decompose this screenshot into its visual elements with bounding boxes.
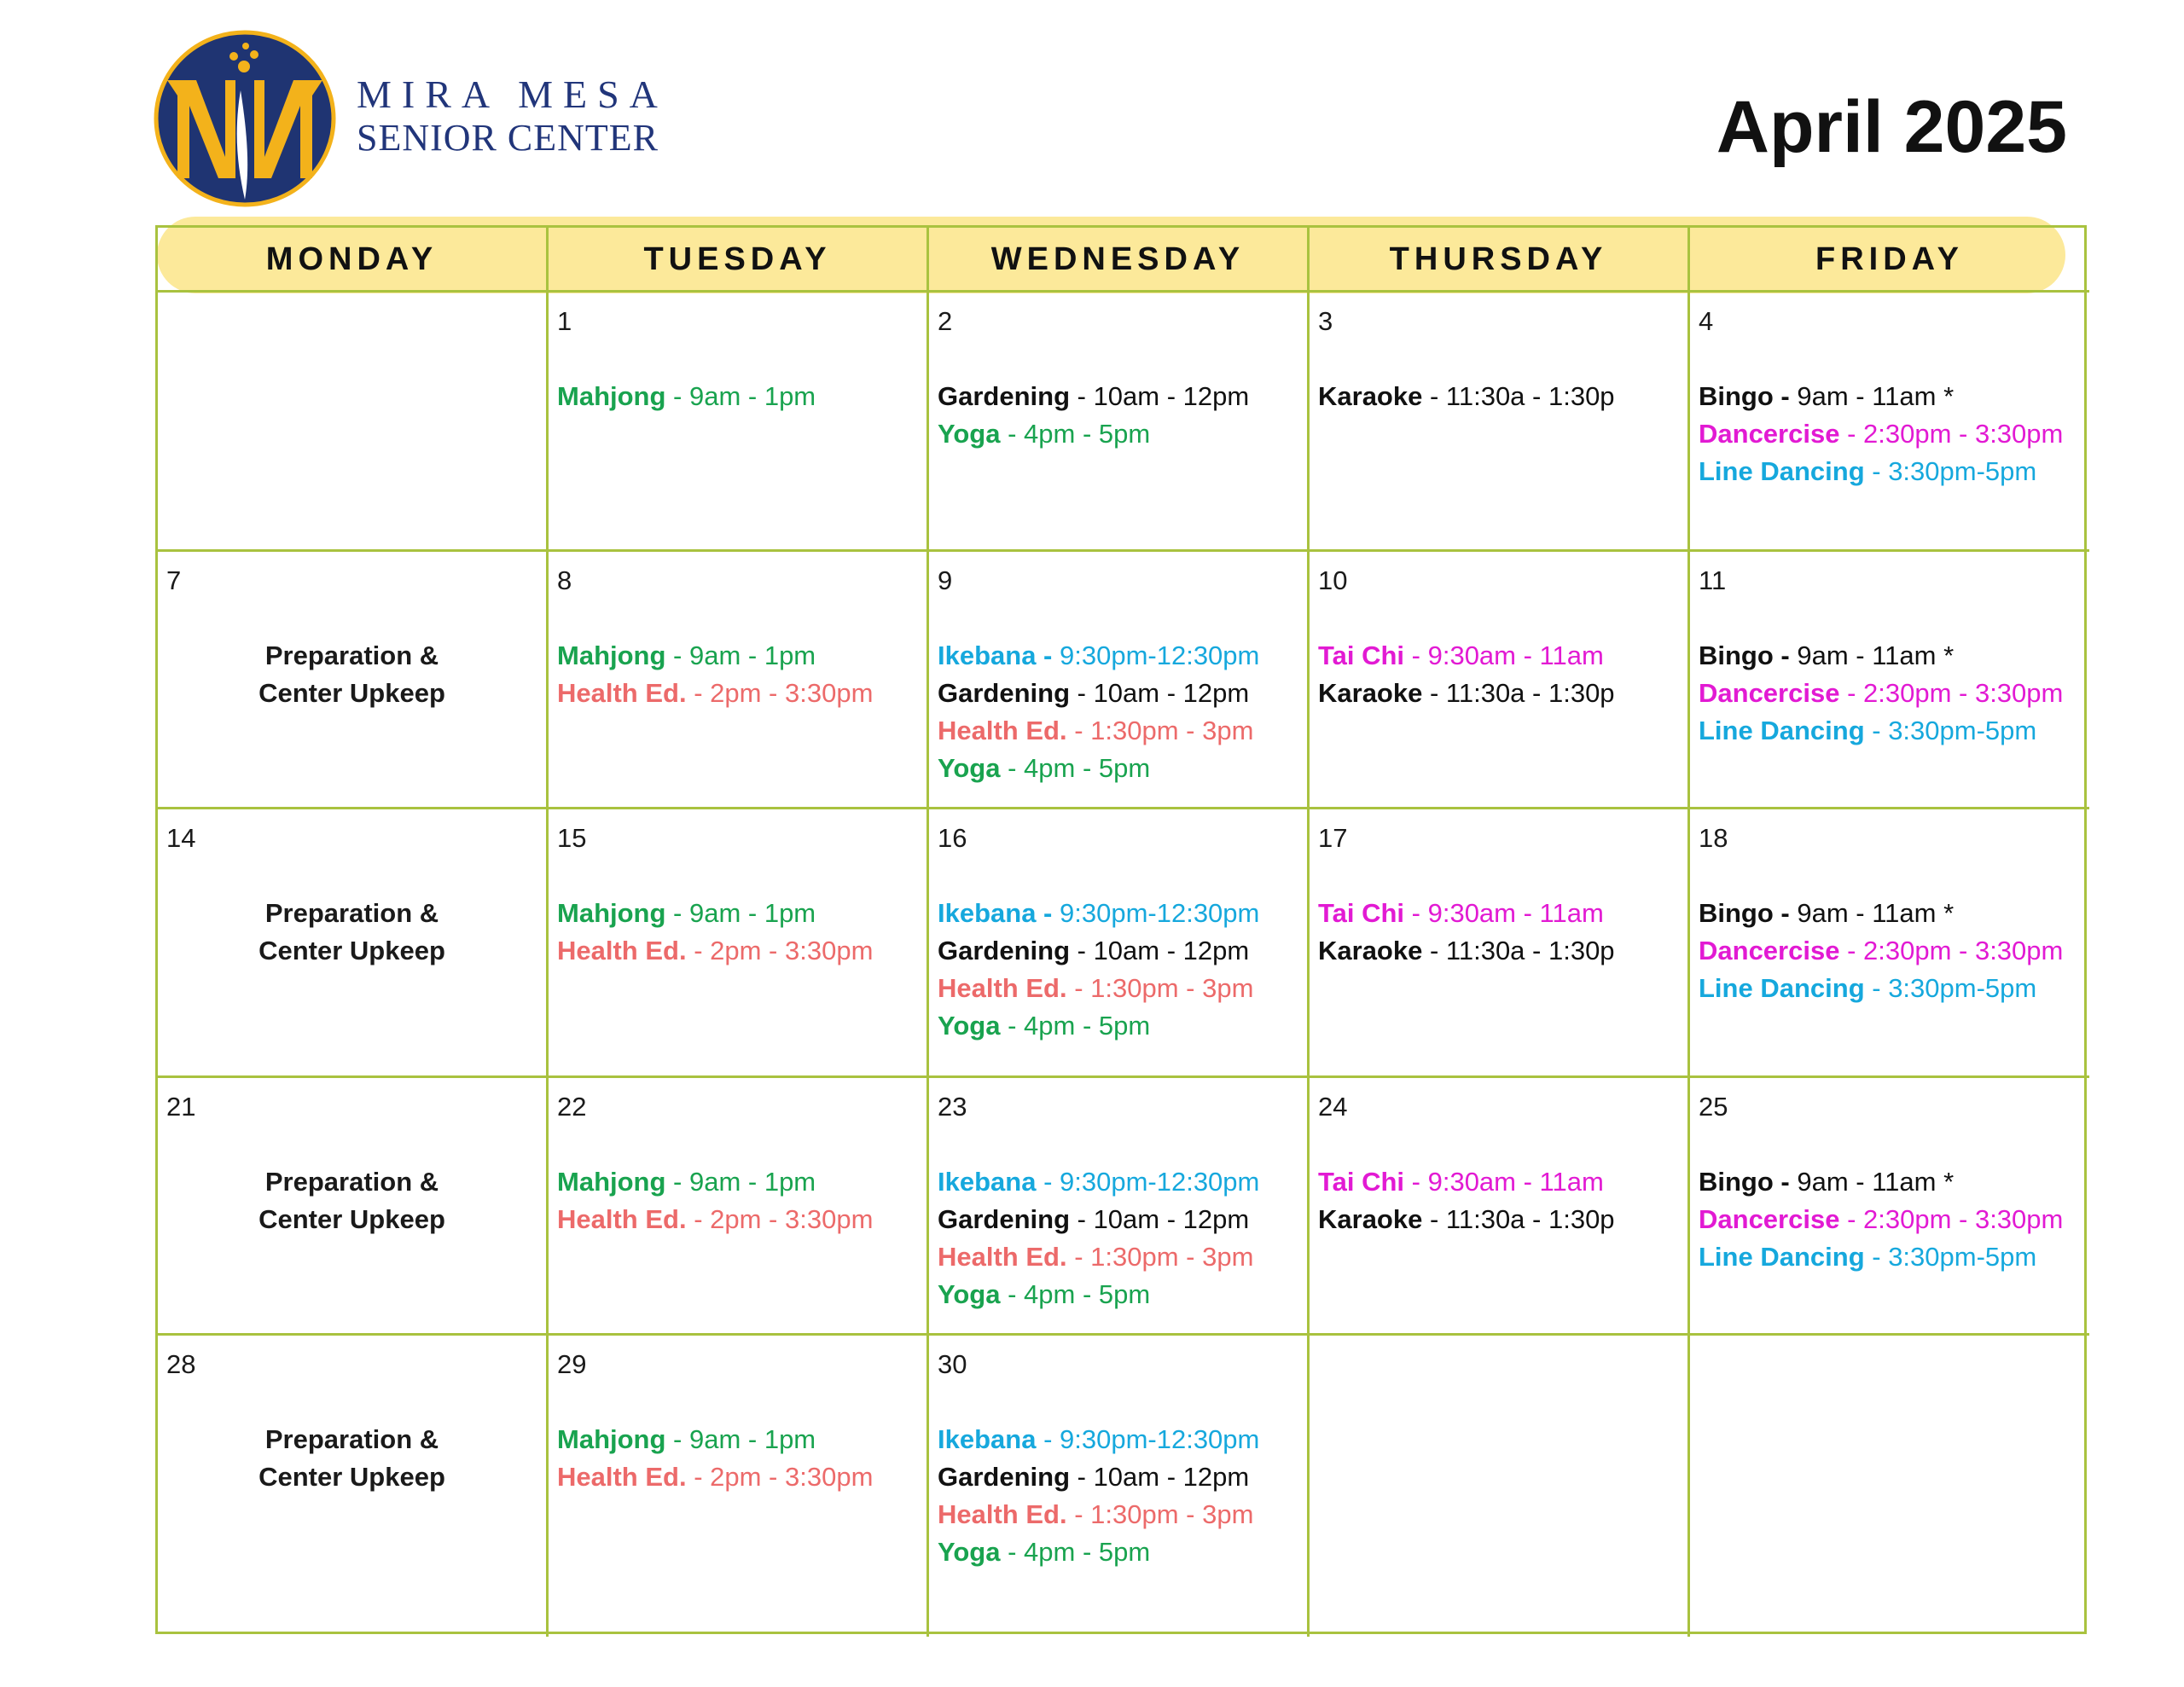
event-name: Bingo - — [1699, 1167, 1790, 1197]
event-time: - 9am - 1pm — [665, 381, 816, 411]
event-time: - 9:30am - 11am — [1404, 898, 1604, 928]
event-item — [557, 1163, 926, 1201]
day-note-line: Preparation & — [264, 898, 439, 928]
event-time: - 2pm - 3:30pm — [686, 678, 874, 708]
event-time: 9:30pm-12:30pm — [1052, 641, 1260, 670]
day-number: 4 — [1699, 306, 1714, 336]
day-cell — [549, 293, 929, 552]
day-cell — [549, 1336, 929, 1637]
event-name: Line Dancing — [1699, 456, 1865, 486]
day-note — [158, 1421, 546, 1496]
event-name: Gardening — [938, 1462, 1071, 1492]
event-item — [938, 750, 1307, 787]
event-time: - 2:30pm - 3:30pm — [1839, 678, 2064, 708]
event-list — [557, 1163, 926, 1238]
event-time: - 2:30pm - 3:30pm — [1839, 1204, 2064, 1234]
day-cell — [1690, 293, 2089, 552]
event-item — [938, 378, 1307, 415]
event-name: Karaoke — [1318, 678, 1423, 708]
event-time: - 3:30pm-5pm — [1864, 973, 2037, 1003]
event-time: 9am - 11am * — [1789, 641, 1955, 670]
event-list — [938, 1421, 1307, 1571]
day-note-line: Preparation & — [264, 641, 439, 670]
event-item — [1699, 895, 2089, 932]
event-time: - 2pm - 3:30pm — [686, 1204, 874, 1234]
day-cell — [549, 552, 929, 809]
event-time: 9:30pm-12:30pm — [1052, 898, 1260, 928]
event-item — [938, 675, 1307, 712]
day-number: 23 — [938, 1092, 967, 1122]
day-note-line: Center Upkeep — [258, 936, 445, 965]
day-note-line: Center Upkeep — [258, 1462, 445, 1492]
day-note-line: Center Upkeep — [258, 1204, 445, 1234]
event-time: - 11:30a - 1:30p — [1422, 381, 1615, 411]
weekday-header-thursday: THURSDAY — [1310, 228, 1690, 293]
day-cell — [158, 293, 549, 552]
day-number: 3 — [1318, 306, 1333, 336]
event-list — [1699, 895, 2089, 1007]
event-list — [938, 895, 1307, 1045]
day-cell — [929, 552, 1310, 809]
event-time: - 10am - 12pm — [1070, 1204, 1250, 1234]
weekday-header-tuesday: TUESDAY — [549, 228, 929, 293]
event-item — [1318, 675, 1687, 712]
event-name: Karaoke — [1318, 1204, 1423, 1234]
event-time: - 2pm - 3:30pm — [686, 936, 874, 965]
event-item — [557, 378, 926, 415]
day-number: 11 — [1699, 565, 1727, 595]
day-cell — [549, 1078, 929, 1336]
event-item — [1699, 1238, 2089, 1276]
event-time: - 1:30pm - 3pm — [1066, 973, 1254, 1003]
event-name: Health Ed. — [557, 678, 687, 708]
event-name: Yoga — [938, 753, 1001, 783]
org-name — [357, 72, 668, 159]
day-number: 17 — [1318, 823, 1348, 853]
event-name: Health Ed. — [557, 1204, 687, 1234]
day-cell — [929, 809, 1310, 1078]
day-number: 22 — [557, 1092, 587, 1122]
day-cell — [158, 809, 549, 1078]
event-item — [1699, 1201, 2089, 1238]
day-cell — [1310, 1336, 1690, 1637]
org-name-line1: MIRA MESA — [357, 72, 668, 116]
event-item — [938, 1276, 1307, 1313]
event-item — [1699, 675, 2089, 712]
event-name: Gardening — [938, 381, 1071, 411]
day-note — [158, 895, 546, 970]
event-item — [557, 1201, 926, 1238]
event-name: Dancercise — [1699, 419, 1840, 449]
event-name: Dancercise — [1699, 1204, 1840, 1234]
event-time: - 4pm - 5pm — [1000, 419, 1151, 449]
event-list — [1318, 1163, 1687, 1238]
event-item — [938, 1201, 1307, 1238]
event-item — [938, 1163, 1307, 1201]
day-number: 16 — [938, 823, 967, 853]
day-cell — [158, 1078, 549, 1336]
day-cell — [158, 552, 549, 809]
event-list — [1699, 637, 2089, 750]
event-name: Health Ed. — [938, 1242, 1067, 1272]
day-cell — [1310, 293, 1690, 552]
event-name: Health Ed. — [557, 1462, 687, 1492]
event-name: Yoga — [938, 1537, 1001, 1567]
day-number: 9 — [938, 565, 953, 595]
event-item — [938, 637, 1307, 675]
event-item — [557, 895, 926, 932]
event-name: Mahjong — [557, 898, 666, 928]
event-item — [1699, 453, 2089, 490]
event-name: Tai Chi — [1318, 641, 1405, 670]
event-name: Mahjong — [557, 1424, 666, 1454]
weekday-header-wednesday: WEDNESDAY — [929, 228, 1310, 293]
event-item — [938, 932, 1307, 970]
event-time: - 9am - 1pm — [665, 898, 816, 928]
event-time: - 10am - 12pm — [1070, 678, 1250, 708]
event-list — [938, 637, 1307, 787]
calendar-grid — [155, 225, 2087, 1634]
event-item — [1318, 895, 1687, 932]
event-name: Tai Chi — [1318, 898, 1405, 928]
month-title: April 2025 — [1716, 86, 2067, 168]
event-name: Health Ed. — [938, 716, 1067, 745]
event-name: Line Dancing — [1699, 716, 1865, 745]
event-item — [1699, 932, 2089, 970]
event-name: Mahjong — [557, 1167, 666, 1197]
event-time: - 9:30pm-12:30pm — [1036, 1424, 1260, 1454]
day-cell — [929, 1336, 1310, 1637]
event-time: - 3:30pm-5pm — [1864, 716, 2037, 745]
day-number: 8 — [557, 565, 572, 595]
event-time: - 2:30pm - 3:30pm — [1839, 936, 2064, 965]
event-list — [1699, 1163, 2089, 1276]
event-item — [1699, 712, 2089, 750]
event-item — [938, 895, 1307, 932]
event-name: Health Ed. — [938, 973, 1067, 1003]
event-name: Line Dancing — [1699, 1242, 1865, 1272]
event-time: - 3:30pm-5pm — [1864, 1242, 2037, 1272]
event-time: - 3:30pm-5pm — [1864, 456, 2037, 486]
day-cell — [1690, 552, 2089, 809]
event-item — [1318, 932, 1687, 970]
mm-monogram-logo-icon — [152, 29, 338, 208]
event-item — [1699, 970, 2089, 1007]
day-note — [158, 637, 546, 712]
day-note-line: Center Upkeep — [258, 678, 445, 708]
event-list — [938, 378, 1307, 453]
day-number: 30 — [938, 1349, 967, 1379]
day-cell — [158, 1336, 549, 1637]
day-number: 10 — [1318, 565, 1348, 595]
event-time: - 9am - 1pm — [665, 641, 816, 670]
event-time: - 4pm - 5pm — [1000, 1279, 1151, 1309]
event-time: - 10am - 12pm — [1070, 936, 1250, 965]
day-number: 18 — [1699, 823, 1728, 853]
event-item — [1699, 378, 2089, 415]
day-note — [158, 1163, 546, 1238]
event-item — [557, 1421, 926, 1458]
event-time: - 2pm - 3:30pm — [686, 1462, 874, 1492]
day-number: 24 — [1318, 1092, 1348, 1122]
day-number: 28 — [166, 1349, 196, 1379]
weekday-header-friday: FRIDAY — [1690, 228, 2089, 293]
day-cell — [1310, 1078, 1690, 1336]
event-time: 9am - 11am * — [1789, 1167, 1955, 1197]
org-name-line2: SENIOR CENTER — [357, 117, 659, 159]
event-item — [1699, 415, 2089, 453]
day-number: 7 — [166, 565, 182, 595]
event-item — [1318, 378, 1687, 415]
event-name: Dancercise — [1699, 936, 1840, 965]
event-item — [1699, 1163, 2089, 1201]
event-name: Gardening — [938, 1204, 1071, 1234]
event-list — [1699, 378, 2089, 490]
event-time: - 11:30a - 1:30p — [1422, 936, 1615, 965]
day-cell — [1690, 1078, 2089, 1336]
event-time: - 10am - 12pm — [1070, 1462, 1250, 1492]
day-number: 1 — [557, 306, 572, 336]
event-name: Health Ed. — [938, 1499, 1067, 1529]
event-time: - 1:30pm - 3pm — [1066, 1242, 1254, 1272]
event-name: Ikebana - — [938, 898, 1053, 928]
day-number: 25 — [1699, 1092, 1728, 1122]
event-name: Line Dancing — [1699, 973, 1865, 1003]
event-list — [557, 895, 926, 970]
day-number: 15 — [557, 823, 587, 853]
event-name: Mahjong — [557, 381, 666, 411]
event-name: Ikebana — [938, 1167, 1037, 1197]
event-item — [557, 1458, 926, 1496]
event-time: - 9:30am - 11am — [1404, 1167, 1604, 1197]
event-list — [1318, 378, 1687, 415]
event-item — [938, 415, 1307, 453]
event-time: 9am - 11am * — [1789, 898, 1955, 928]
event-name: Karaoke — [1318, 936, 1423, 965]
day-cell — [1690, 1336, 2089, 1637]
event-time: - 10am - 12pm — [1070, 381, 1250, 411]
weekday-header-monday: MONDAY — [158, 228, 549, 293]
day-cell — [549, 809, 929, 1078]
event-name: Ikebana - — [938, 641, 1053, 670]
event-time: - 1:30pm - 3pm — [1066, 1499, 1254, 1529]
day-cell — [929, 1078, 1310, 1336]
day-cell — [1310, 809, 1690, 1078]
day-number: 21 — [166, 1092, 196, 1122]
event-time: - 4pm - 5pm — [1000, 1537, 1151, 1567]
event-name: Yoga — [938, 1011, 1001, 1041]
event-name: Karaoke — [1318, 381, 1423, 411]
event-list — [557, 637, 926, 712]
event-list — [557, 378, 926, 415]
day-note-line: Preparation & — [264, 1424, 439, 1454]
event-item — [1699, 637, 2089, 675]
day-cell — [1310, 552, 1690, 809]
day-cell — [1690, 809, 2089, 1078]
event-item — [938, 1421, 1307, 1458]
event-time: - 9:30am - 11am — [1404, 641, 1604, 670]
event-name: Ikebana — [938, 1424, 1037, 1454]
event-name: Health Ed. — [557, 936, 687, 965]
event-name: Bingo - — [1699, 381, 1790, 411]
event-name: Yoga — [938, 419, 1001, 449]
day-number: 29 — [557, 1349, 587, 1379]
event-item — [557, 932, 926, 970]
event-list — [1318, 637, 1687, 712]
event-time: - 9am - 1pm — [665, 1424, 816, 1454]
event-name: Bingo - — [1699, 641, 1790, 670]
event-time: - 9am - 1pm — [665, 1167, 816, 1197]
event-time: - 4pm - 5pm — [1000, 1011, 1151, 1041]
event-time: 9am - 11am * — [1789, 381, 1955, 411]
event-item — [938, 1238, 1307, 1276]
event-time: - 9:30pm-12:30pm — [1036, 1167, 1260, 1197]
event-name: Gardening — [938, 678, 1071, 708]
event-name: Bingo - — [1699, 898, 1790, 928]
day-cell — [929, 293, 1310, 552]
event-item — [557, 637, 926, 675]
event-item — [938, 1496, 1307, 1533]
event-time: - 1:30pm - 3pm — [1066, 716, 1254, 745]
event-item — [1318, 1201, 1687, 1238]
event-item — [1318, 1163, 1687, 1201]
event-time: - 4pm - 5pm — [1000, 753, 1151, 783]
event-item — [557, 675, 926, 712]
event-item — [938, 1458, 1307, 1496]
event-name: Yoga — [938, 1279, 1001, 1309]
event-time: - 11:30a - 1:30p — [1422, 678, 1615, 708]
event-time: - 11:30a - 1:30p — [1422, 1204, 1615, 1234]
event-name: Gardening — [938, 936, 1071, 965]
event-name: Tai Chi — [1318, 1167, 1405, 1197]
event-item — [938, 712, 1307, 750]
event-item — [938, 1007, 1307, 1045]
event-name: Mahjong — [557, 641, 666, 670]
event-item — [938, 1533, 1307, 1571]
day-number: 2 — [938, 306, 953, 336]
event-list — [557, 1421, 926, 1496]
event-time: - 2:30pm - 3:30pm — [1839, 419, 2064, 449]
day-number: 14 — [166, 823, 196, 853]
event-item — [938, 970, 1307, 1007]
event-name: Dancercise — [1699, 678, 1840, 708]
day-note-line: Preparation & — [264, 1167, 439, 1197]
event-list — [938, 1163, 1307, 1313]
event-list — [1318, 895, 1687, 970]
event-item — [1318, 637, 1687, 675]
